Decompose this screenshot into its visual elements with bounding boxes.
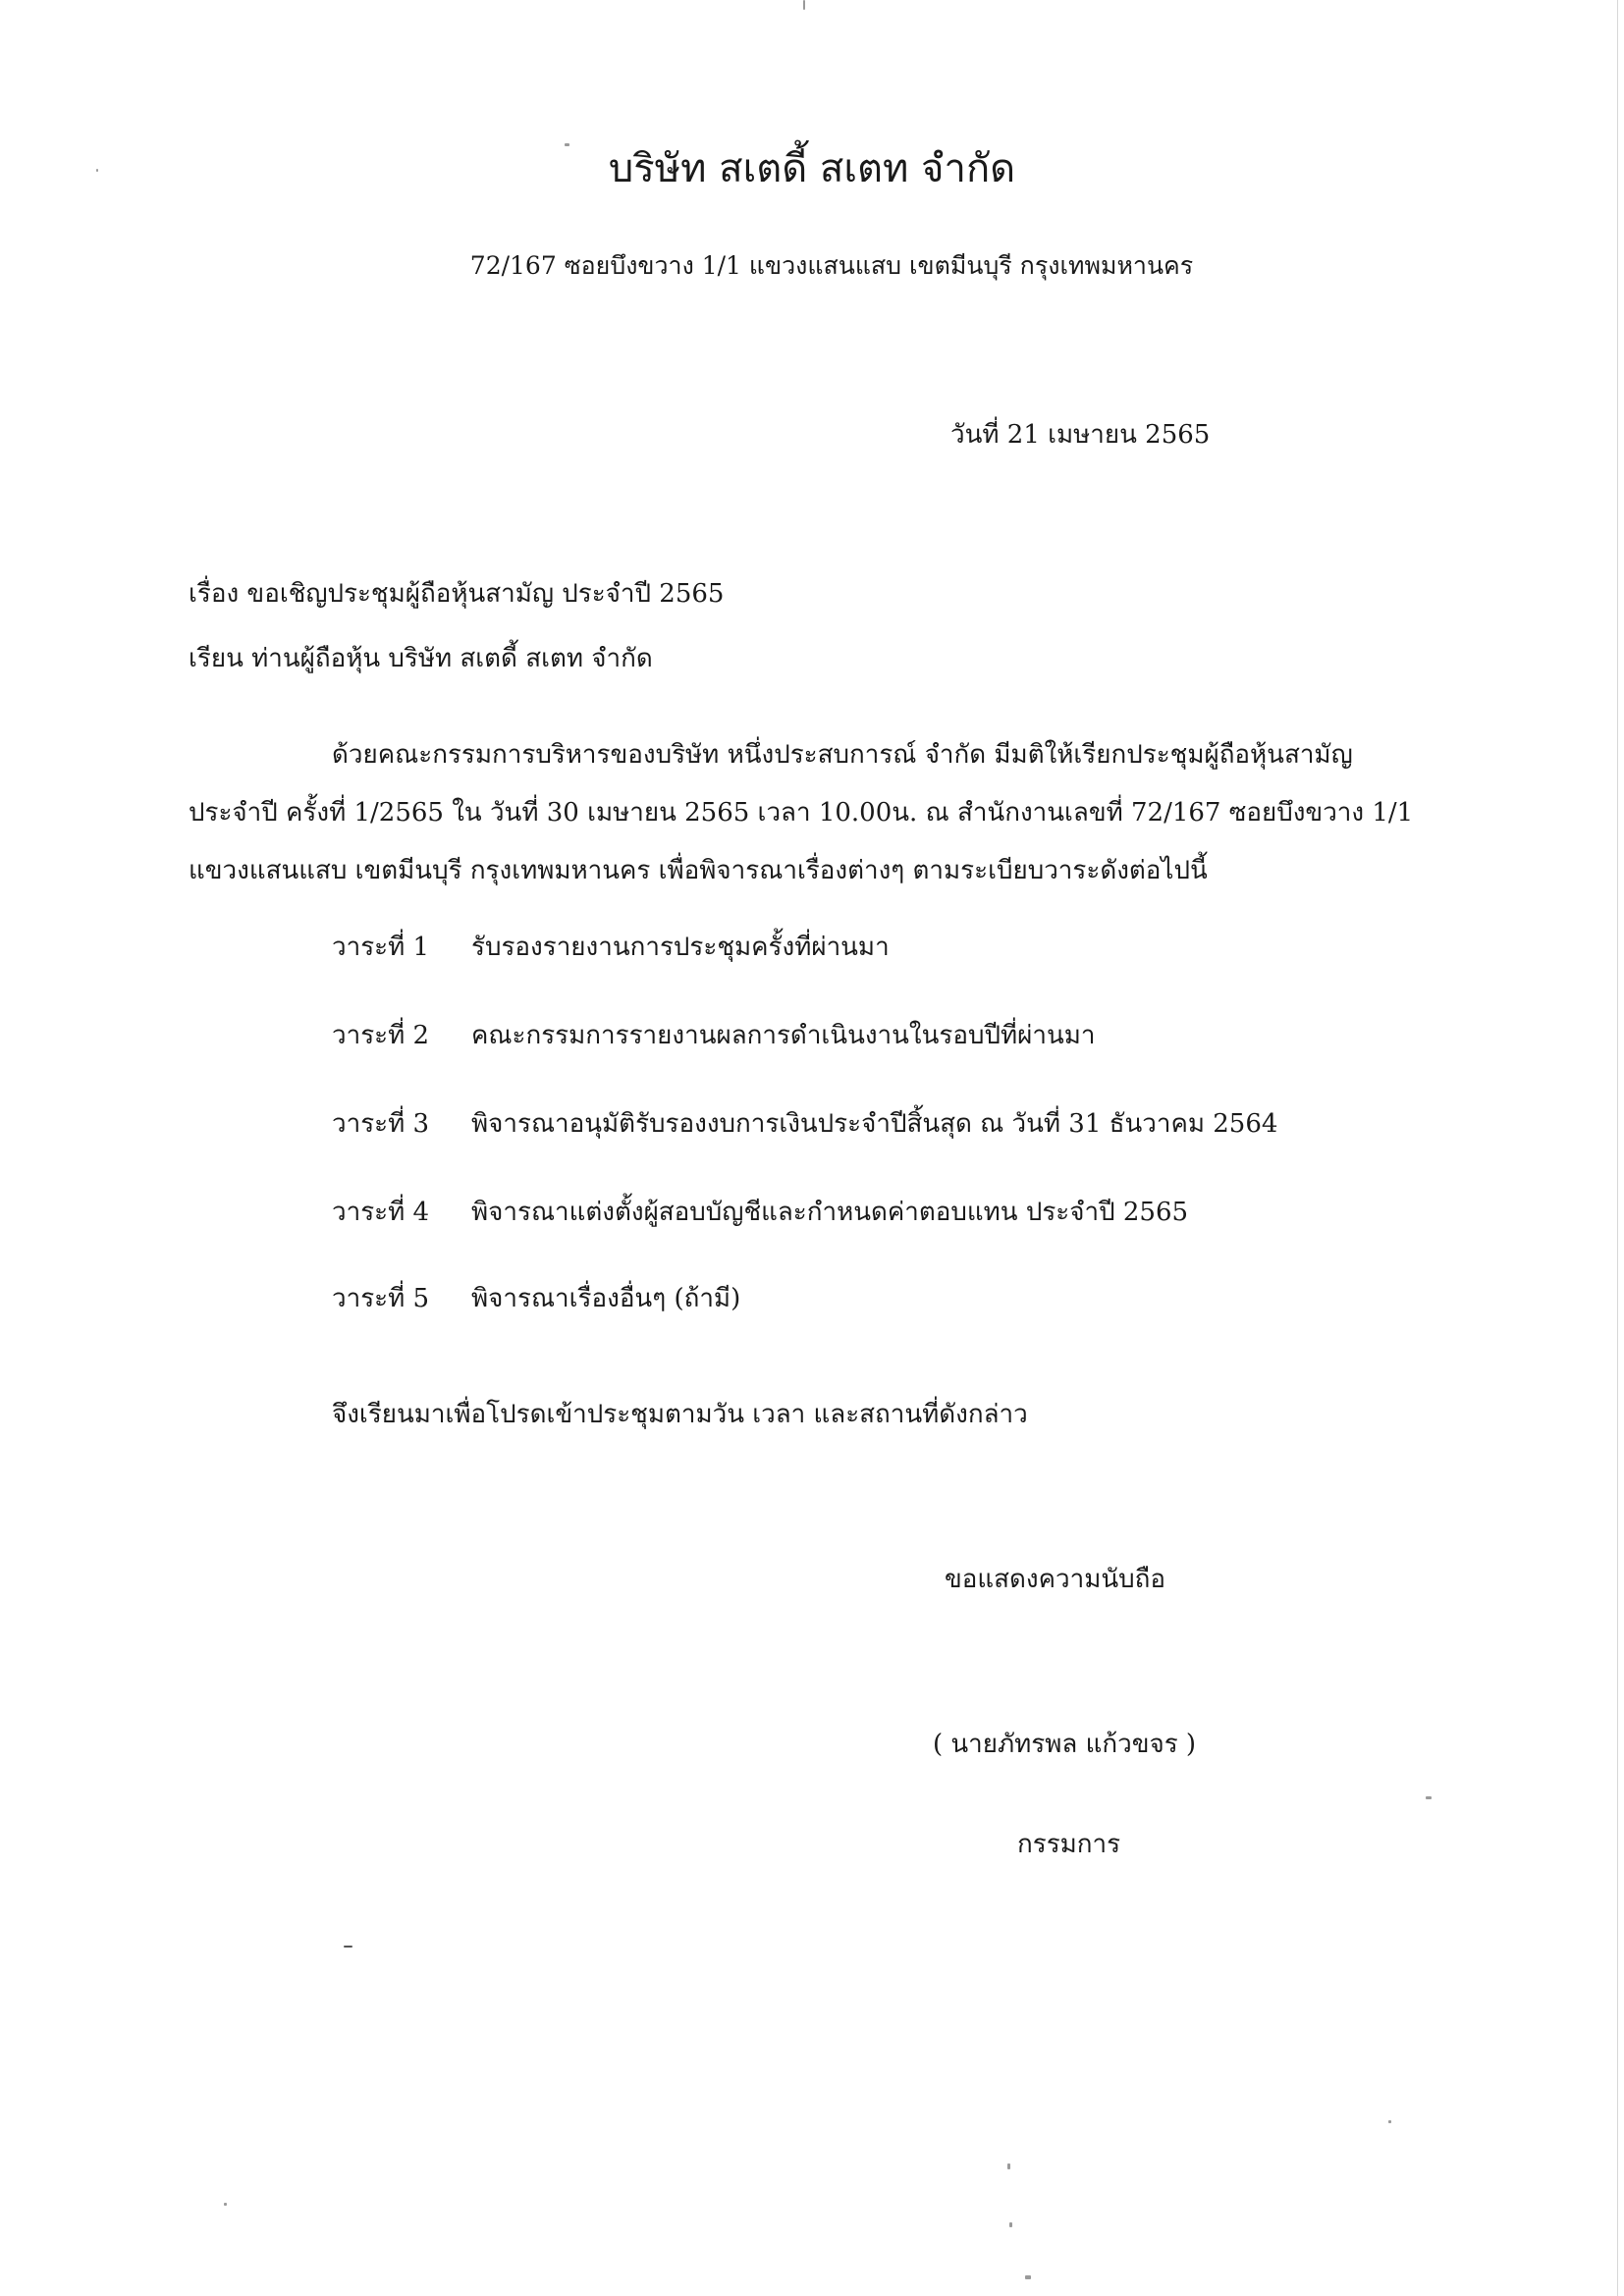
agenda-text: คณะกรรมการรายงานผลการดำเนินงานในรอบปีที่ผ่านมา bbox=[471, 1021, 1096, 1050]
scan-speck bbox=[1007, 2163, 1010, 2169]
closing-request: จึงเรียนมาเพื่อโปรดเข้าประชุมตามวัน เวลา และสถานที่ดังกล่าว bbox=[332, 1400, 1028, 1429]
letter-date: วันที่ 21 เมษายน 2565 bbox=[950, 420, 1211, 450]
scan-speck bbox=[565, 143, 569, 146]
scan-speck bbox=[1009, 2222, 1012, 2227]
agenda-text: รับรองรายงานการประชุมครั้งที่ผ่านมา bbox=[471, 933, 890, 962]
agenda-text: พิจารณาอนุมัติรับรองงบการเงินประจำปีสิ้นสุด ณ วันที่ 31 ธันวาคม 2564 bbox=[471, 1109, 1278, 1139]
subject-line: เรื่อง ขอเชิญประชุมผู้ถือหุ้นสามัญ ประจำปี 2565 bbox=[189, 579, 725, 609]
scan-speck bbox=[224, 2203, 227, 2206]
company-address: 72/167 ซอยบึงขวาง 1/1 แขวงแสนแสบ เขตมีนบุรี กรุงเทพมหานคร bbox=[469, 251, 1194, 280]
salutation-line: เรียน ท่านผู้ถือหุ้น บริษัท สเตดี้ สเตท จำกัด bbox=[189, 644, 653, 673]
body-paragraph-line: ด้วยคณะกรรมการบริหารของบริษัท หนึ่งประสบการณ์ จำกัด มีมติให้เรียกประชุมผู้ถือหุ้นสามัญ bbox=[332, 740, 1353, 770]
scan-edge-line bbox=[1617, 0, 1618, 2296]
body-paragraph-line: แขวงแสนแสบ เขตมีนบุรี กรุงเทพมหานคร เพื่อพิจารณาเรื่องต่างๆ ตามระเบียบวาระดังต่อไปนี้ bbox=[189, 856, 1208, 885]
agenda-item bbox=[332, 1023, 1095, 1048]
agenda-text: พิจารณาเรื่องอื่นๆ (ถ้ามี) bbox=[471, 1284, 741, 1313]
agenda-number: วาระที่ 4 bbox=[332, 1198, 430, 1227]
agenda-number: วาระที่ 2 bbox=[332, 1021, 430, 1050]
scan-speck bbox=[344, 1946, 352, 1948]
agenda-item bbox=[332, 1111, 1277, 1137]
company-name: บริษัท สเตดี้ สเตท จำกัด bbox=[608, 146, 1016, 191]
scan-speck bbox=[1388, 2120, 1391, 2123]
agenda-item bbox=[332, 934, 890, 960]
scan-speck bbox=[1025, 2275, 1031, 2279]
agenda-number: วาระที่ 3 bbox=[332, 1109, 430, 1139]
scan-speck bbox=[803, 0, 805, 10]
scan-speck bbox=[1426, 1796, 1432, 1799]
agenda-number: วาระที่ 5 bbox=[332, 1284, 430, 1313]
signer-name: ( นายภัทรพล แก้วขจร ) bbox=[933, 1730, 1197, 1759]
scan-speck bbox=[96, 169, 98, 172]
agenda-number: วาระที่ 1 bbox=[332, 933, 430, 962]
agenda-item bbox=[332, 1286, 740, 1311]
regards-line: ขอแสดงความนับถือ bbox=[945, 1565, 1165, 1594]
agenda-text: พิจารณาแต่งตั้งผู้สอบบัญชีและกำหนดค่าตอบแทน ประจำปี 2565 bbox=[471, 1198, 1189, 1227]
signer-position: กรรมการ bbox=[1017, 1830, 1121, 1859]
agenda-item bbox=[332, 1200, 1188, 1225]
body-paragraph-line: ประจำปี ครั้งที่ 1/2565 ใน วันที่ 30 เมษายน 2565 เวลา 10.00น. ณ สำนักงานเลขที่ 72/167 ซอยบึงขวาง 1/1 bbox=[189, 798, 1414, 828]
